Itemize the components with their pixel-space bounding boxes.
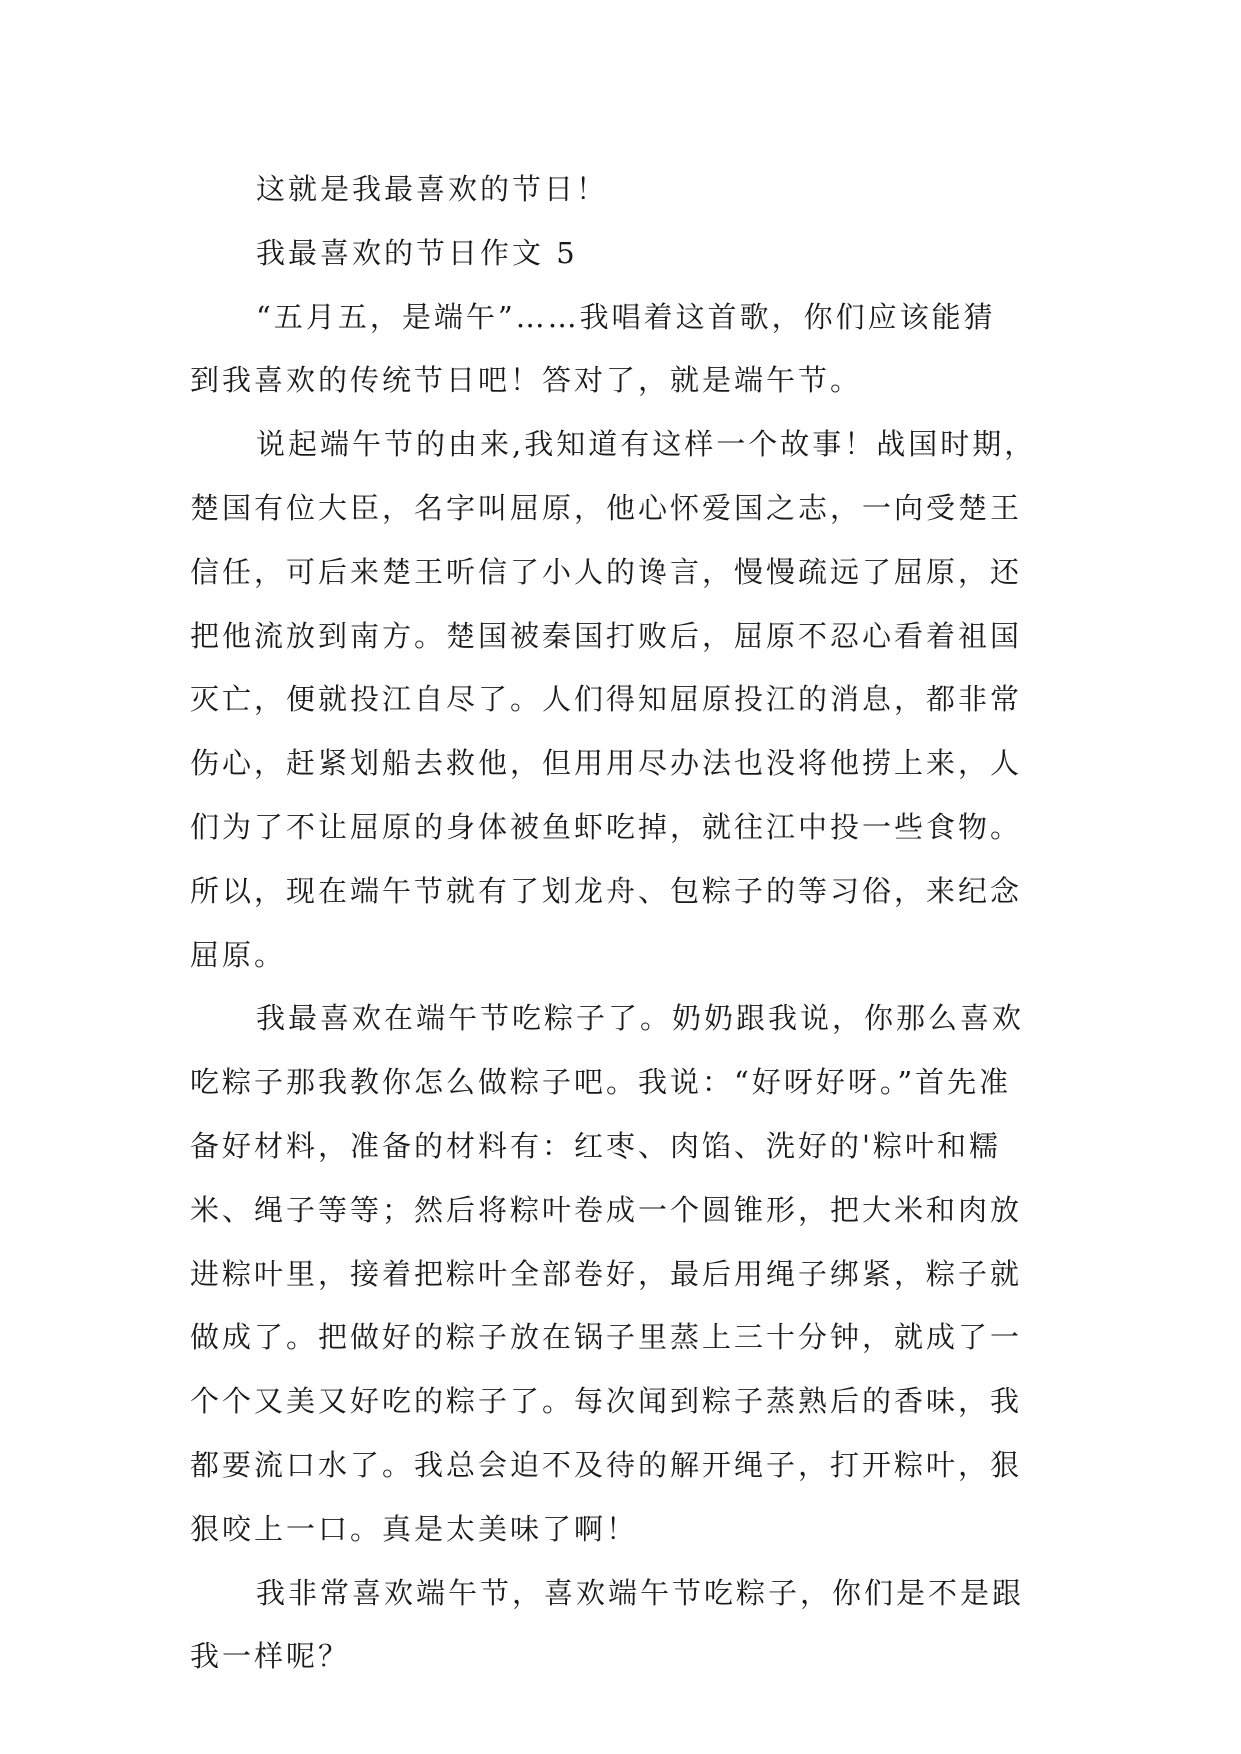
text-line: 个个又美又好吃的粽子了。每次闻到粽子蒸熟后的香味，我 (190, 1384, 1023, 1419)
text-line: 吃粽子那我教你怎么做粽子吧。我说：“好呀好呀。”首先准 (190, 1065, 1012, 1100)
text-line: 伤心，赶紧划船去救他，但用用尽办法也没将他捞上来，人 (190, 746, 1023, 781)
essay-text (190, 158, 1050, 1689)
text-line: 把他流放到南方。楚国被秦国打败后，屈原不忍心看着祖国 (190, 618, 1023, 653)
text-line: 到我喜欢的传统节日吧！答对了，就是端午节。 (190, 363, 863, 398)
text-line: 米、绳子等等；然后将粽叶卷成一个圆锥形，把大米和肉放 (190, 1192, 1023, 1227)
essay-title: 我最喜欢的节日作文 5 (256, 235, 578, 270)
text-line: 备好材料，准备的材料有：红枣、肉馅、洗好的'粽叶和糯 (190, 1128, 1001, 1163)
text-line: 我非常喜欢端午节，喜欢端午节吃粽子，你们是不是跟 (256, 1575, 1025, 1610)
text-line: 所以，现在端午节就有了划龙舟、包粽子的等习俗，来纪念 (190, 873, 1023, 908)
text-line: “五月五，是端午”……我唱着这首歌，你们应该能猜 (256, 299, 996, 334)
text-line: 信任，可后来楚王听信了小人的谗言，慢慢疏远了屈原，还 (190, 554, 1023, 589)
text-line: 我最喜欢在端午节吃粽子了。奶奶跟我说，你那么喜欢 (256, 1001, 1025, 1036)
text-line: 楚国有位大臣，名字叫屈原，他心怀爱国之志，一向受楚王 (190, 490, 1023, 525)
text-line: 都要流口水了。我总会迫不及待的解开绳子，打开粽叶，狠 (190, 1447, 1023, 1482)
text-line: 狠咬上一口。真是太美味了啊！ (190, 1511, 639, 1546)
text-line: 说起端午节的由来,我知道有这样一个故事！战国时期， (256, 427, 1037, 462)
text-line: 这就是我最喜欢的节日！ (256, 172, 609, 206)
text-line: 们为了不让屈原的身体被鱼虾吃掉，就往江中投一些食物。 (190, 809, 1023, 844)
text-line: 我一样呢？ (190, 1639, 351, 1674)
text-line: 屈原。 (190, 937, 287, 972)
text-line: 进粽叶里，接着把粽叶全部卷好，最后用绳子绑紧，粽子就 (190, 1256, 1023, 1291)
text-line: 做成了。把做好的粽子放在锅子里蒸上三十分钟，就成了一 (190, 1320, 1023, 1355)
text-line: 灭亡，便就投江自尽了。人们得知屈原投江的消息，都非常 (190, 682, 1023, 717)
